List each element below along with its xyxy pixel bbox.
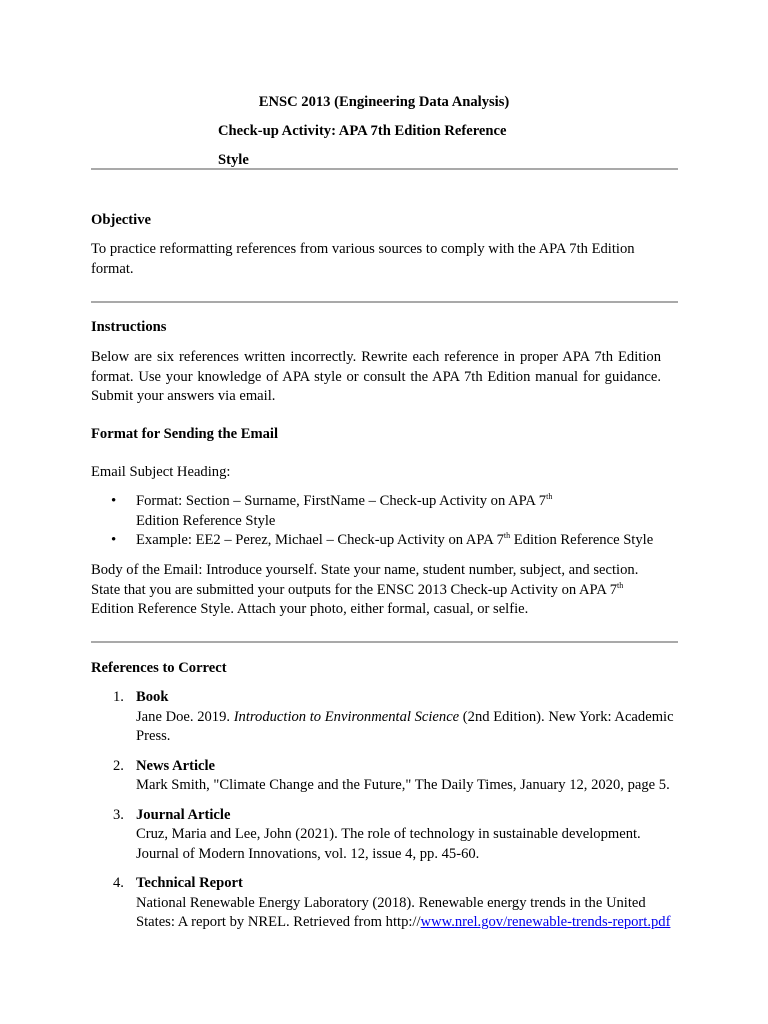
reference-title-italic: Introduction to Environmental Science [233,708,460,725]
course-title: ENSC 2013 (Engineering Data Analysis) [258,94,510,110]
report-link[interactable]: www.nrel.gov/renewable-trends-report.pdf [420,914,671,930]
reference-item [91,757,681,796]
format-bullet-text-cont: Edition Reference Style [136,512,276,529]
reference-item [91,806,681,865]
example-bullet-text: Example: EE2 – Perez, Michael – Check-up Activity on APA 7 [136,532,504,548]
instructions-heading: Instructions [91,319,167,335]
divider [91,301,678,303]
example-bullet-text-cont: Edition Reference Style [510,532,654,548]
reference-type: News Article [136,757,216,774]
email-subject-list [91,492,691,551]
reference-type: Technical Report [136,875,243,891]
reference-number: 1. [113,689,124,705]
activity-title-line1: Check-up Activity: APA 7th Edition Reference [218,123,507,139]
example-bullet [91,531,691,551]
references-list [91,688,681,943]
references-heading: References to Correct [91,660,227,676]
objective-text: To practice reformatting references from various sources to comply with the APA 7th Edition format. [91,241,635,277]
email-body-part1: Body of the Email: Introduce yourself. State your name, student number, subject, and section. State that you are submitted your outputs for the ENSC 2013 Check-up Activity on APA 7 [91,562,639,598]
reference-type: Book [136,689,169,705]
reference-text-cont: (2nd Edition). New York: Academic Press. [136,708,674,744]
reference-number: 4. [113,875,124,891]
divider [91,641,678,643]
email-subject-label: Email Subject Heading: [91,464,231,480]
activity-title-line2: Style [218,152,249,168]
objective-heading: Objective [91,212,151,228]
format-bullet-text: Format: Section – Surname, FirstName – Check-up Activity on APA 7 [136,493,547,509]
reference-number: 3. [113,806,124,823]
reference-item [91,874,681,933]
reference-number: 2. [113,757,124,774]
reference-item [91,688,681,747]
email-body-text [91,561,666,620]
superscript: th [617,580,624,590]
reference-text: Mark Smith, "Climate Change and the Future," The Daily Times, January 12, 2020, page 5. [136,777,670,793]
email-format-heading: Format for Sending the Email [91,426,279,442]
superscript: th [546,492,553,501]
reference-type: Journal Article [136,806,231,823]
format-bullet [91,492,691,531]
reference-text: National Renewable Energy Laboratory (2018). Renewable energy trends in the United States: A report by NREL. Retrieved from http:// [136,894,646,930]
reference-text: Cruz, Maria and Lee, John (2021). The role of technology in sustainable development. Journal of Modern Innovations, vol. 12, issue 4, pp. 45-60. [136,826,641,862]
superscript: th [503,531,511,540]
email-body-part2: Edition Reference Style. Attach your photo, either formal, casual, or selfie. [91,601,529,617]
divider [91,168,678,170]
reference-text: Jane Doe. 2019. [136,708,234,725]
instructions-text: Below are six references written incorrectly. Rewrite each reference in proper APA 7th Edition format. Use your knowledge of APA style or consult the APA 7th Edition manual for guidance. Submit your answers via email. [91,349,661,404]
